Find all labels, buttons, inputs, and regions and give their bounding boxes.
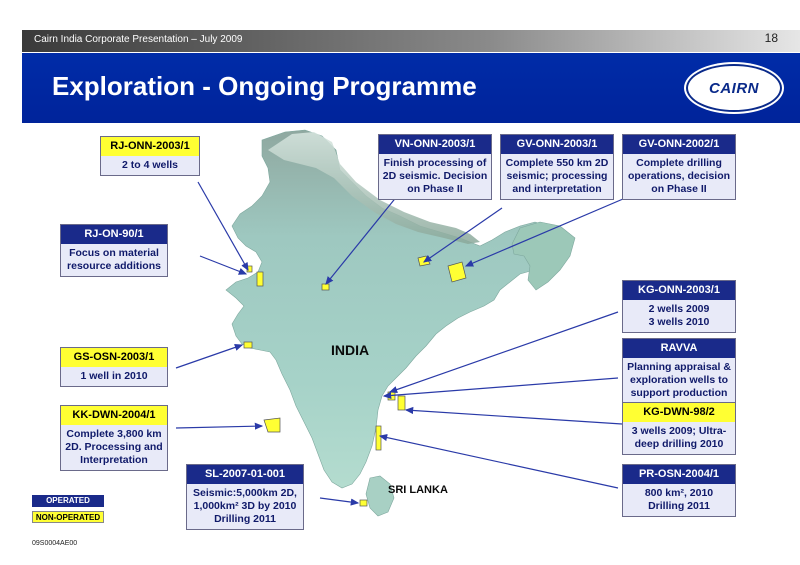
block-name: PR-OSN-2004/1 xyxy=(623,465,735,484)
block-kg-onn-2003-1: KG-ONN-2003/1 2 wells 2009 3 wells 2010 xyxy=(622,280,736,333)
logo-text: CAIRN xyxy=(709,79,759,97)
block-name: GV-ONN-2002/1 xyxy=(623,135,735,154)
block-marker xyxy=(264,418,280,432)
block-note: 2 to 4 wells xyxy=(121,159,179,171)
block-gs-osn-2003-1: GS-OSN-2003/1 1 well in 2010 xyxy=(60,347,168,387)
block-marker xyxy=(376,426,381,450)
block-marker xyxy=(398,396,405,410)
block-name: RJ-ON-90/1 xyxy=(61,225,167,244)
india-label: INDIA xyxy=(331,342,370,358)
slide-title: Exploration - Ongoing Programme xyxy=(52,71,477,101)
block-gv-onn-2002-1: GV-ONN-2002/1 Complete drilling operations, decision on Phase II xyxy=(622,134,736,200)
block-name: KK-DWN-2004/1 xyxy=(61,406,167,425)
legend-operated: OPERATED xyxy=(32,495,104,507)
block-name: SL-2007-01-001 xyxy=(187,465,303,484)
block-marker xyxy=(360,500,367,506)
block-marker xyxy=(244,342,252,348)
block-pr-osn-2004-1: PR-OSN-2004/1 800 km², 2010 Drilling 2011 xyxy=(622,464,736,517)
block-kg-dwn-98-2: KG-DWN-98/2 3 wells 2009; Ultra- deep drilling 2010 xyxy=(622,402,736,455)
block-rj-onn-2003-1 xyxy=(100,136,200,176)
document-code: 09S0004AE00 xyxy=(32,540,78,547)
block-marker xyxy=(322,284,329,290)
sri-lanka-label: SRI LANKA xyxy=(388,484,448,496)
block-rj-on-90-1: RJ-ON-90/1 Focus on material resource additions xyxy=(60,224,168,277)
block-sl-2007-01-001: SL-2007-01-001 Seismic:5,000km 2D, 1,000km² 3D by 2010 Drilling 2011 xyxy=(186,464,304,530)
block-name: KG-DWN-98/2 xyxy=(623,403,735,422)
block-gv-onn-2003-1: GV-ONN-2003/1 Complete 550 km 2D seismic; processing and interpretation xyxy=(500,134,614,200)
legend-non-operated: NON-OPERATED xyxy=(32,511,104,523)
block-marker xyxy=(257,272,263,286)
presentation-title: Cairn India Corporate Presentation – July 2009 xyxy=(34,34,243,45)
block-ravva: RAVVA Planning appraisal & exploration wells to support production xyxy=(622,338,736,404)
block-name: KG-ONN-2003/1 xyxy=(623,281,735,300)
block-kk-dwn-2004-1: KK-DWN-2004/1 Complete 3,800 km 2D. Processing and Interpretation xyxy=(60,405,168,471)
page-number: 18 xyxy=(764,31,778,45)
block-name: VN-ONN-2003/1 xyxy=(379,135,491,154)
block-vn-onn-2003-1: VN-ONN-2003/1 Finish processing of 2D seismic. Decision on Phase II xyxy=(378,134,492,200)
block-name: RAVVA xyxy=(623,339,735,358)
block-name: RJ-ONN-2003/1 xyxy=(101,137,199,156)
block-name: GS-OSN-2003/1 xyxy=(61,348,167,367)
block-name: GV-ONN-2003/1 xyxy=(501,135,613,154)
sri-lanka-landmass xyxy=(366,476,394,516)
